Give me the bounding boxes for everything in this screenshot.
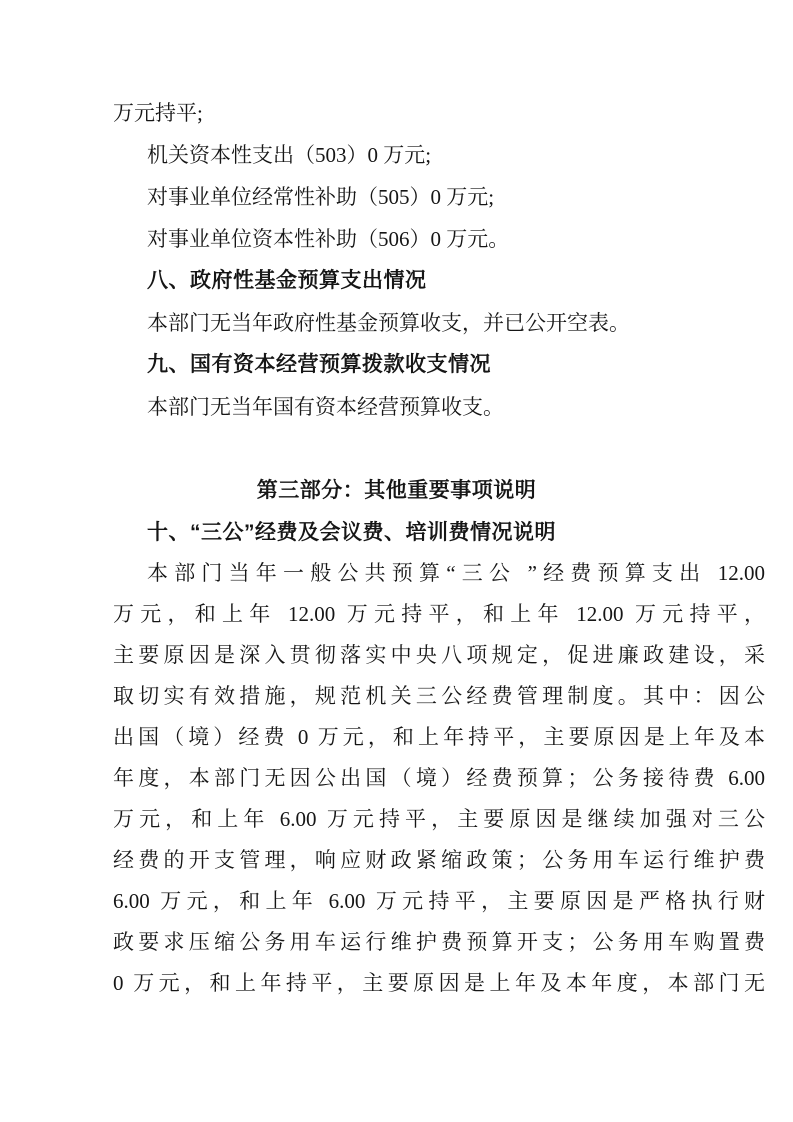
section9-body: 本部门无当年国有资本经营预算收支。 — [147, 395, 504, 419]
upper-text-block — [113, 92, 765, 428]
section9-heading: 九、国有资本经营预算拨款收支情况 — [147, 353, 491, 376]
paragraph-line: 年度，本部门无因公出国（境）经费预算；公务接待费 6.00 — [113, 766, 765, 790]
paragraph-line: 万元，和上年 6.00 万元持平，主要原因是继续加强对三公 — [113, 807, 765, 831]
paragraph-line: 0 万元，和上年持平，主要原因是上年及本年度，本部门无 — [113, 971, 765, 995]
paragraph-line: 取切实有效措施，规范机关三公经费管理制度。其中：因公 — [113, 684, 765, 708]
section10-block — [113, 512, 765, 1004]
budget-item-line-505: 对事业单位经常性补助（505）0 万元; — [147, 185, 495, 209]
paragraph-line: 出国（境）经费 0 万元，和上年持平，主要原因是上年及本 — [113, 725, 765, 749]
budget-item-line-506: 对事业单位资本性补助（506）0 万元。 — [147, 227, 510, 251]
section10-heading: 十、“三公”经费及会议费、培训费情况说明 — [147, 521, 556, 544]
paragraph-line: 政要求压缩公务用车运行维护费预算开支；公务用车购置费 — [113, 930, 765, 954]
paragraph-line: 主要原因是深入贯彻落实中央八项规定，促进廉政建设，采 — [113, 643, 765, 667]
part3-title: 第三部分：其他重要事项说明 — [256, 479, 537, 502]
paragraph-line: 本部门当年一般公共预算“三公 ”经费预算支出 12.00 — [147, 561, 765, 585]
paragraph-line: 万元，和上年 12.00 万元持平，和上年 12.00 万元持平， — [113, 602, 765, 626]
budget-item-line-503: 机关资本性支出（503）0 万元; — [147, 143, 432, 167]
section8-heading: 八、政府性基金预算支出情况 — [147, 269, 427, 292]
paragraph-line: 经费的开支管理，响应财政紧缩政策；公务用车运行维护费 — [113, 848, 765, 872]
paragraph-continuation-line: 万元持平; — [113, 101, 203, 125]
section8-body: 本部门无当年政府性基金预算收支，并已公开空表。 — [147, 311, 630, 335]
paragraph-line: 6.00 万元，和上年 6.00 万元持平，主要原因是严格执行财 — [113, 889, 765, 913]
